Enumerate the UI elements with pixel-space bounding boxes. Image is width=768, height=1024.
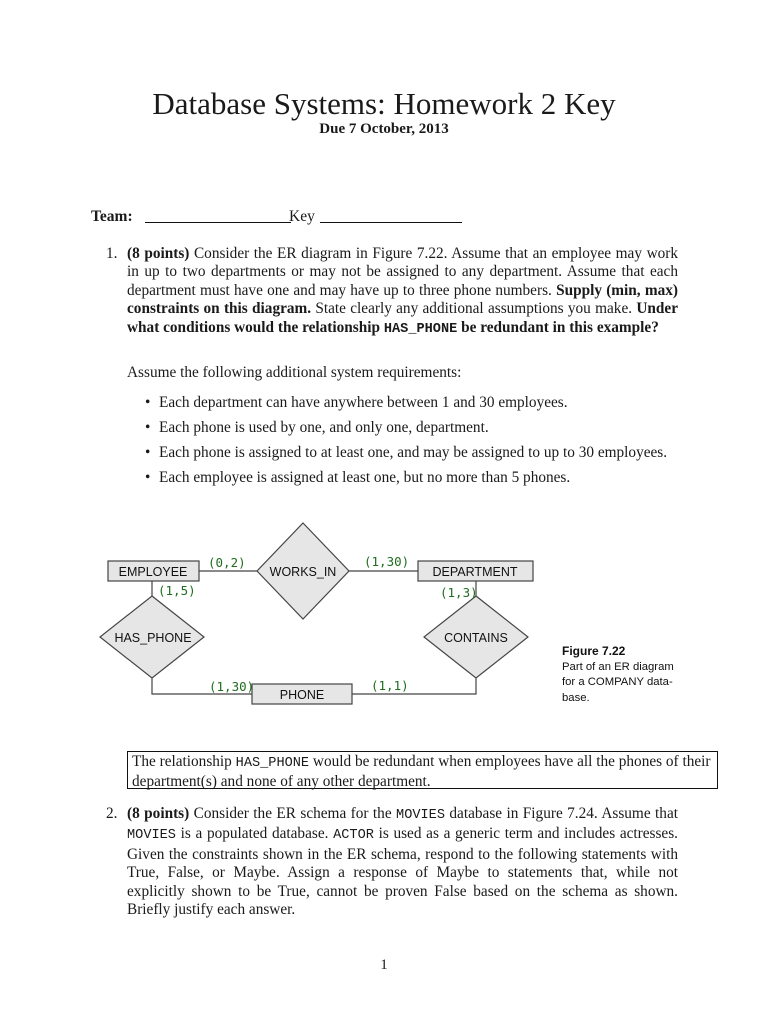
list-item: • Each phone is assigned to at least one, and may be assigned to up to 30 employees. bbox=[145, 444, 705, 469]
figure-caption-line: for a COMPANY data- bbox=[562, 676, 673, 688]
question-1-bold-c: be redundant in this example? bbox=[457, 318, 659, 336]
figure-caption bbox=[562, 644, 702, 706]
constraint-department-works-in: (1,30) bbox=[364, 554, 410, 569]
question-2-t1: Consider the ER schema for the bbox=[189, 805, 397, 822]
assumptions-intro: Assume the following additional system requirements: bbox=[127, 364, 462, 381]
question-2-number: 2. bbox=[106, 805, 118, 822]
question-2-m1: MOVIES bbox=[396, 808, 445, 823]
figure-caption-line: Part of an ER diagram bbox=[562, 660, 674, 673]
due-date: Due 7 October, 2013 bbox=[319, 121, 449, 137]
question-2-t3: is a populated database. bbox=[175, 825, 334, 843]
employee-label: EMPLOYEE bbox=[118, 565, 188, 579]
answer-text-b: would be redundant when employees have all the phones of their department(s) and none of any other department. bbox=[132, 753, 711, 790]
figure-caption-title: Figure 7.22 bbox=[562, 644, 626, 658]
answer-mono: HAS_PHONE bbox=[235, 756, 310, 771]
answer-box bbox=[127, 751, 718, 789]
department-label: DEPARTMENT bbox=[432, 565, 518, 579]
contains-label: CONTAINS bbox=[444, 631, 508, 645]
has-phone-label: HAS_PHONE bbox=[114, 631, 192, 645]
question-2-t2: database in Figure 7.24. Assume that bbox=[444, 805, 678, 822]
constraint-phone-contains: (1,1) bbox=[371, 678, 409, 693]
question-1-number: 1. bbox=[106, 245, 118, 262]
list-item: • Each department can have anywhere between 1 and 30 employees. bbox=[145, 394, 705, 419]
question-1-bold-mono: HAS_PHONE bbox=[383, 321, 458, 337]
page-number: 1 bbox=[380, 957, 388, 973]
constraint-department-contains: (1,3) bbox=[440, 585, 478, 600]
answer-text-a: The relationship bbox=[132, 753, 236, 770]
question-1-text-b: State clearly any additional assumptions you make. bbox=[311, 300, 637, 318]
question-1-bold-a: Supply (min, max) constraints on this diagram. bbox=[127, 281, 678, 318]
question-1-bold-b: Under what conditions would the relationship bbox=[127, 300, 678, 336]
works-in-label: WORKS_IN bbox=[269, 565, 337, 579]
key-label: Key bbox=[289, 208, 315, 225]
question-2-t4: is used as a generic term and includes actresses. Given the constraints shown in the ER schema, respond to the following statements with True, False, or Maybe. Assign a response of Maybe to statements that, while not explicitly shown to be True, cannot be proven False based on the schema as shown. Briefly justify each answer. bbox=[127, 825, 679, 919]
question-2-m3: ACTOR bbox=[333, 828, 374, 844]
question-1-points: (8 points) bbox=[127, 245, 190, 262]
list-item: • Each phone is used by one, and only one, department. bbox=[145, 419, 705, 444]
phone-label: PHONE bbox=[279, 688, 325, 702]
question-2-m2: MOVIES bbox=[127, 828, 176, 844]
question-2-points: (8 points) bbox=[127, 805, 190, 822]
question-2-text bbox=[127, 805, 678, 919]
question-1-text-a: Consider the ER diagram in Figure 7.22. Assume that an employee may work in up to two departments or may not be assigned to any department. Assume that each department must have one and may have up to three phone numbers. bbox=[127, 245, 679, 299]
team-label: Team: bbox=[91, 208, 133, 225]
constraint-employee-has-phone: (1,5) bbox=[158, 583, 196, 598]
constraint-employee-works-in: (0,2) bbox=[208, 555, 246, 570]
page-title: Database Systems: Homework 2 Key bbox=[152, 86, 616, 121]
figure-caption-line: base. bbox=[562, 691, 590, 704]
list-item: • Each employee is assigned at least one, but no more than 5 phones. bbox=[145, 469, 705, 494]
constraint-phone-has-phone: (1,30) bbox=[209, 679, 255, 694]
